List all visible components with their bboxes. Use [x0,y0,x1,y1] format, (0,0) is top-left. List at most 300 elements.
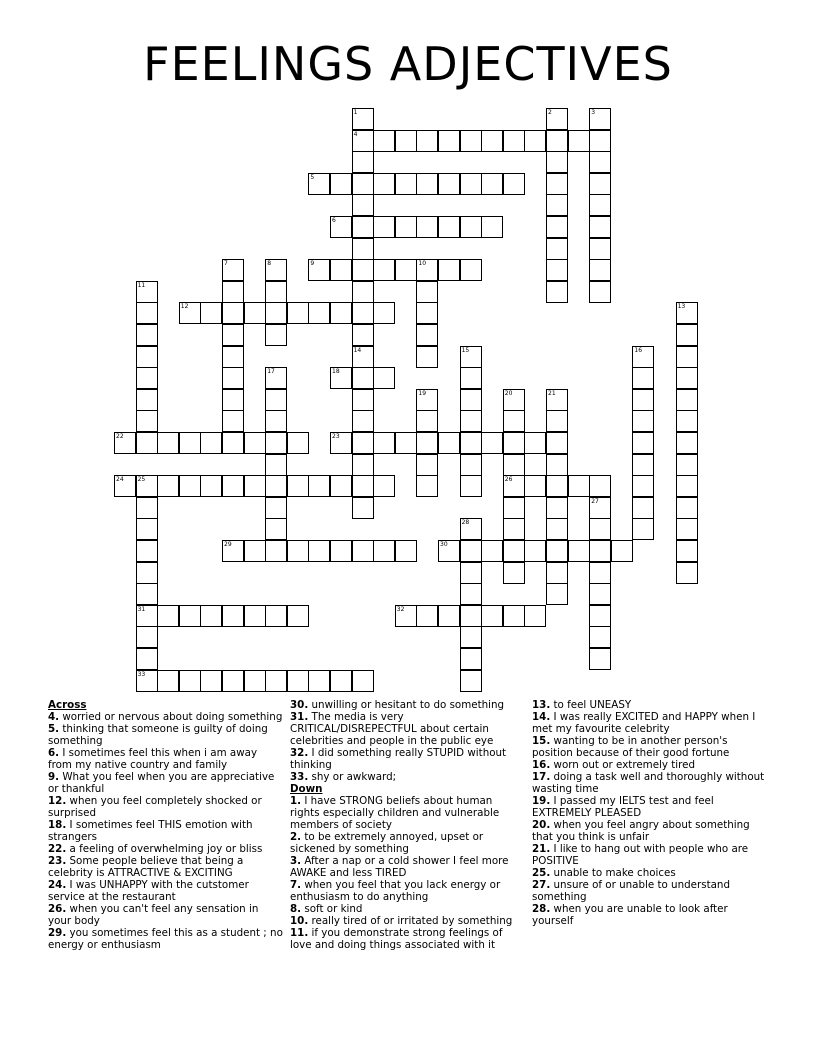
grid-cell[interactable] [460,389,482,411]
grid-cell[interactable] [589,238,611,260]
grid-cell[interactable] [632,497,654,519]
clue-item-number: 16. [532,759,551,771]
grid-cell[interactable] [460,432,482,454]
grid-cell[interactable] [460,367,482,389]
grid-cell[interactable] [265,540,287,562]
grid-cell[interactable] [589,281,611,303]
grid-cell[interactable] [589,173,611,195]
grid-cell[interactable] [395,259,417,281]
grid-cell[interactable] [308,670,330,692]
grid-cell[interactable] [352,367,374,389]
grid-cell[interactable] [265,518,287,540]
grid-cell[interactable] [373,367,395,389]
clue-number: 23 [332,433,340,440]
grid-cell[interactable] [460,605,482,627]
clue-item-text: a feeling of overwhelming joy or bliss [66,843,263,855]
grid-cell[interactable] [568,540,590,562]
grid-cell[interactable] [546,108,568,130]
clue-item-text: I was UNHAPPY with the cutstomer service at the restaurant [48,879,249,903]
grid-cell[interactable] [589,130,611,152]
grid-cell[interactable] [676,389,698,411]
grid-cell[interactable] [222,346,244,368]
grid-cell[interactable] [179,432,201,454]
clue-item-number: 31. [290,711,309,723]
grid-cell[interactable] [287,432,309,454]
grid-cell[interactable] [676,367,698,389]
clue-item-number: 22. [48,843,67,855]
grid-cell[interactable] [416,259,438,281]
grid-cell[interactable] [136,497,158,519]
clue-item-text: I passed my IELTS test and feel EXTREMELY PLEASED [532,795,714,819]
grid-cell[interactable] [373,540,395,562]
grid-cell[interactable] [589,151,611,173]
grid-cell[interactable] [352,540,374,562]
grid-cell[interactable] [308,259,330,281]
grid-cell[interactable] [265,475,287,497]
grid-cell[interactable] [330,367,352,389]
grid-cell[interactable] [460,518,482,540]
grid-cell[interactable] [589,475,611,497]
grid-cell[interactable] [481,540,503,562]
grid-cell[interactable] [330,259,352,281]
grid-cell[interactable] [179,670,201,692]
grid-cell[interactable] [352,410,374,432]
clue-item-number: 8. [290,903,302,915]
grid-cell[interactable] [265,259,287,281]
grid-cell[interactable] [373,216,395,238]
grid-cell[interactable] [352,454,374,476]
grid-cell[interactable] [503,562,525,584]
clue-item-text: when you feel angry about something that you think is unfair [532,819,750,843]
grid-cell[interactable] [503,475,525,497]
grid-cell[interactable] [352,194,374,216]
grid-cell[interactable] [179,605,201,627]
grid-cell[interactable] [460,216,482,238]
grid-cell[interactable] [222,281,244,303]
grid-cell[interactable] [352,497,374,519]
grid-cell[interactable] [460,346,482,368]
grid-cell[interactable] [308,302,330,324]
grid-cell[interactable] [136,626,158,648]
grid-cell[interactable] [179,475,201,497]
grid-cell[interactable] [157,605,179,627]
grid-cell[interactable] [481,432,503,454]
grid-cell[interactable] [136,583,158,605]
grid-cell[interactable] [416,346,438,368]
grid-cell[interactable] [438,173,460,195]
grid-cell[interactable] [546,238,568,260]
grid-cell[interactable] [416,605,438,627]
grid-cell[interactable] [546,259,568,281]
grid-cell[interactable] [676,475,698,497]
grid-cell[interactable] [352,475,374,497]
grid-cell[interactable] [460,626,482,648]
grid-cell[interactable] [632,454,654,476]
grid-cell[interactable] [222,540,244,562]
grid-cell[interactable] [265,497,287,519]
grid-cell[interactable] [352,346,374,368]
grid-cell[interactable] [460,670,482,692]
clue-number: 7 [224,260,228,268]
grid-cell[interactable] [136,302,158,324]
grid-cell[interactable] [352,432,374,454]
grid-cell[interactable] [287,302,309,324]
grid-cell[interactable] [438,432,460,454]
grid-cell[interactable] [352,108,374,130]
grid-cell[interactable] [265,324,287,346]
grid-cell[interactable] [265,432,287,454]
clue-item-number: 11. [290,927,309,939]
clue-number: 27 [591,497,599,505]
clue-item [532,771,767,795]
grid-cell[interactable] [265,367,287,389]
clue-item [290,903,525,915]
clue-item-text: I did something really STUPID without thinking [290,747,507,771]
grid-cell[interactable] [330,302,352,324]
clue-number: 2 [548,109,552,116]
grid-cell[interactable] [438,130,460,152]
grid-cell[interactable] [222,432,244,454]
grid-cell[interactable] [352,238,374,260]
grid-cell[interactable] [200,302,222,324]
grid-cell[interactable] [244,540,266,562]
grid-cell[interactable] [416,173,438,195]
grid-cell[interactable] [373,130,395,152]
grid-cell[interactable] [244,475,266,497]
grid-cell[interactable] [546,216,568,238]
grid-cell[interactable] [157,432,179,454]
grid-cell[interactable] [222,302,244,324]
grid-cell[interactable] [416,324,438,346]
grid-cell[interactable] [546,518,568,540]
clue-item-number: 12. [48,795,67,807]
grid-cell[interactable] [352,259,374,281]
grid-cell[interactable] [438,216,460,238]
grid-cell[interactable] [416,389,438,411]
grid-cell[interactable] [546,281,568,303]
grid-cell[interactable] [287,605,309,627]
clue-item-text: After a nap or a cold shower I feel more AWAKE and less TIRED [290,855,509,879]
grid-cell[interactable] [676,497,698,519]
grid-cell[interactable] [676,324,698,346]
grid-cell[interactable] [352,130,374,152]
grid-cell[interactable] [136,410,158,432]
clue-item [532,699,767,711]
grid-cell[interactable] [136,670,158,692]
grid-cell[interactable] [222,389,244,411]
grid-cell[interactable] [632,410,654,432]
grid-cell[interactable] [460,583,482,605]
grid-cell[interactable] [136,475,158,497]
grid-cell[interactable] [373,302,395,324]
grid-cell[interactable] [546,130,568,152]
grid-cell[interactable] [546,540,568,562]
grid-cell[interactable] [416,130,438,152]
grid-cell[interactable] [222,605,244,627]
grid-cell[interactable] [308,475,330,497]
grid-cell[interactable] [395,605,417,627]
clue-item [532,759,767,771]
grid-cell[interactable] [589,518,611,540]
grid-cell[interactable] [222,259,244,281]
grid-cell[interactable] [589,216,611,238]
grid-cell[interactable] [524,475,546,497]
grid-cell[interactable] [244,432,266,454]
grid-cell[interactable] [265,670,287,692]
grid-cell[interactable] [589,605,611,627]
clue-item-number: 6. [48,747,60,759]
grid-cell[interactable] [632,475,654,497]
grid-cell[interactable] [546,583,568,605]
grid-cell[interactable] [136,367,158,389]
grid-cell[interactable] [287,540,309,562]
grid-cell[interactable] [352,216,374,238]
grid-cell[interactable] [200,475,222,497]
grid-cell[interactable] [373,173,395,195]
grid-cell[interactable] [632,346,654,368]
grid-cell[interactable] [265,389,287,411]
grid-cell[interactable] [287,475,309,497]
grid-cell[interactable] [589,259,611,281]
grid-cell[interactable] [589,497,611,519]
grid-cell[interactable] [460,410,482,432]
grid-cell[interactable] [438,540,460,562]
grid-cell[interactable] [546,173,568,195]
grid-cell[interactable] [503,432,525,454]
grid-cell[interactable] [373,432,395,454]
grid-cell[interactable] [632,389,654,411]
grid-cell[interactable] [568,130,590,152]
grid-cell[interactable] [568,475,590,497]
grid-cell[interactable] [287,670,309,692]
grid-cell[interactable] [546,410,568,432]
grid-cell[interactable] [676,432,698,454]
grid-cell[interactable] [308,173,330,195]
grid-cell[interactable] [265,605,287,627]
grid-cell[interactable] [330,173,352,195]
grid-cell[interactable] [546,151,568,173]
grid-cell[interactable] [460,540,482,562]
grid-cell[interactable] [503,130,525,152]
grid-cell[interactable] [330,670,352,692]
clue-number: 13 [677,303,686,311]
clue-item-text: Some people believe that being a celebrity is ATTRACTIVE & EXCITING [48,855,244,879]
grid-cell[interactable] [611,540,633,562]
grid-cell[interactable] [179,302,201,324]
grid-cell[interactable] [481,605,503,627]
grid-cell[interactable] [352,173,374,195]
grid-cell[interactable] [524,432,546,454]
grid-cell[interactable] [136,324,158,346]
grid-cell[interactable] [524,605,546,627]
grid-cell[interactable] [460,562,482,584]
grid-cell[interactable] [524,540,546,562]
clue-item [532,843,767,867]
grid-cell[interactable] [373,259,395,281]
grid-cell[interactable] [589,540,611,562]
grid-cell[interactable] [244,670,266,692]
grid-cell[interactable] [416,454,438,476]
grid-cell[interactable] [546,475,568,497]
grid-cell[interactable] [136,389,158,411]
grid-cell[interactable] [265,281,287,303]
grid-cell[interactable] [589,194,611,216]
grid-cell[interactable] [481,216,503,238]
clue-number: 15 [461,346,470,354]
grid-cell[interactable] [222,670,244,692]
grid-cell[interactable] [438,605,460,627]
grid-cell[interactable] [352,151,374,173]
grid-cell[interactable] [676,346,698,368]
clue-item [290,795,525,831]
grid-cell[interactable] [546,194,568,216]
grid-cell[interactable] [244,302,266,324]
grid-cell[interactable] [200,670,222,692]
clue-column-1 [48,699,283,951]
grid-cell[interactable] [416,216,438,238]
grid-cell[interactable] [157,670,179,692]
grid-cell[interactable] [676,518,698,540]
grid-cell[interactable] [632,518,654,540]
grid-cell[interactable] [330,432,352,454]
grid-cell[interactable] [330,475,352,497]
grid-cell[interactable] [589,626,611,648]
clue-item-number: 13. [532,699,551,711]
clue-item-text: to be extremely annoyed, upset or sickened by something [290,831,484,855]
grid-cell[interactable] [546,432,568,454]
grid-cell[interactable] [676,410,698,432]
grid-cell[interactable] [352,324,374,346]
grid-cell[interactable] [373,475,395,497]
grid-cell[interactable] [460,454,482,476]
clue-item-number: 19. [532,795,551,807]
grid-cell[interactable] [503,497,525,519]
grid-cell[interactable] [136,540,158,562]
clue-item [48,747,283,771]
clue-item [290,711,525,747]
clue-number: 8 [267,260,272,268]
grid-cell[interactable] [395,173,417,195]
grid-cell[interactable] [589,108,611,130]
grid-cell[interactable] [503,605,525,627]
grid-cell[interactable] [503,518,525,540]
grid-cell[interactable] [676,302,698,324]
clue-item [48,855,283,879]
grid-cell[interactable] [265,454,287,476]
grid-cell[interactable] [136,432,158,454]
clue-item-text: I have STRONG beliefs about human rights especially children and vulnerable members of society [290,795,500,831]
grid-cell[interactable] [546,497,568,519]
grid-cell[interactable] [546,389,568,411]
grid-cell[interactable] [416,410,438,432]
clue-number: 28 [461,519,470,527]
grid-cell[interactable] [136,605,158,627]
clue-item-text: worn out or extremely tired [550,759,696,771]
grid-cell[interactable] [632,367,654,389]
grid-cell[interactable] [416,475,438,497]
clue-item-text: I like to hang out with people who are POSITIVE [532,843,749,867]
grid-cell[interactable] [524,130,546,152]
grid-cell[interactable] [481,130,503,152]
grid-cell[interactable] [589,562,611,584]
grid-cell[interactable] [589,648,611,670]
grid-cell[interactable] [676,562,698,584]
grid-cell[interactable] [136,518,158,540]
clue-item-text: if you demonstrate strong feelings of love and doing things associated with it [290,927,503,951]
grid-cell[interactable] [308,540,330,562]
grid-cell[interactable] [589,583,611,605]
grid-cell[interactable] [676,540,698,562]
grid-cell[interactable] [460,475,482,497]
grid-cell[interactable] [395,130,417,152]
grid-cell[interactable] [676,454,698,476]
grid-cell[interactable] [460,648,482,670]
grid-cell[interactable] [632,432,654,454]
grid-cell[interactable] [330,216,352,238]
clue-item-number: 20. [532,819,551,831]
grid-cell[interactable] [352,302,374,324]
grid-cell[interactable] [157,475,179,497]
grid-cell[interactable] [416,432,438,454]
grid-cell[interactable] [330,540,352,562]
grid-cell[interactable] [481,173,503,195]
grid-cell[interactable] [114,432,136,454]
grid-cell[interactable] [222,324,244,346]
grid-cell[interactable] [460,130,482,152]
grid-cell[interactable] [265,302,287,324]
grid-cell[interactable] [222,367,244,389]
clue-item [290,927,525,951]
grid-cell[interactable] [200,432,222,454]
grid-cell[interactable] [546,454,568,476]
grid-cell[interactable] [265,410,287,432]
grid-cell[interactable] [395,540,417,562]
grid-cell[interactable] [438,259,460,281]
grid-cell[interactable] [460,173,482,195]
grid-cell[interactable] [136,281,158,303]
grid-cell[interactable] [114,475,136,497]
grid-cell[interactable] [200,605,222,627]
grid-cell[interactable] [503,173,525,195]
grid-cell[interactable] [503,410,525,432]
clue-item-number: 33. [290,771,309,783]
grid-cell[interactable] [222,475,244,497]
grid-cell[interactable] [395,432,417,454]
grid-cell[interactable] [352,670,374,692]
grid-cell[interactable] [136,562,158,584]
clue-item-text: I was really EXCITED and HAPPY when I met my favourite celebrity [532,711,756,735]
grid-cell[interactable] [503,540,525,562]
grid-cell[interactable] [503,454,525,476]
grid-cell[interactable] [416,281,438,303]
clue-item-text: when you are unable to look after yourself [532,903,728,927]
grid-cell[interactable] [222,410,244,432]
clue-number: 1 [353,109,358,116]
grid-cell[interactable] [395,216,417,238]
clue-item [290,879,525,903]
grid-cell[interactable] [546,562,568,584]
clue-number: 10 [418,260,427,268]
grid-cell[interactable] [352,389,374,411]
clue-item-text: to feel UNEASY [550,699,632,711]
grid-cell[interactable] [460,259,482,281]
grid-cell[interactable] [416,302,438,324]
grid-cell[interactable] [136,346,158,368]
grid-cell[interactable] [503,389,525,411]
grid-cell[interactable] [352,281,374,303]
grid-cell[interactable] [136,648,158,670]
grid-cell[interactable] [244,605,266,627]
